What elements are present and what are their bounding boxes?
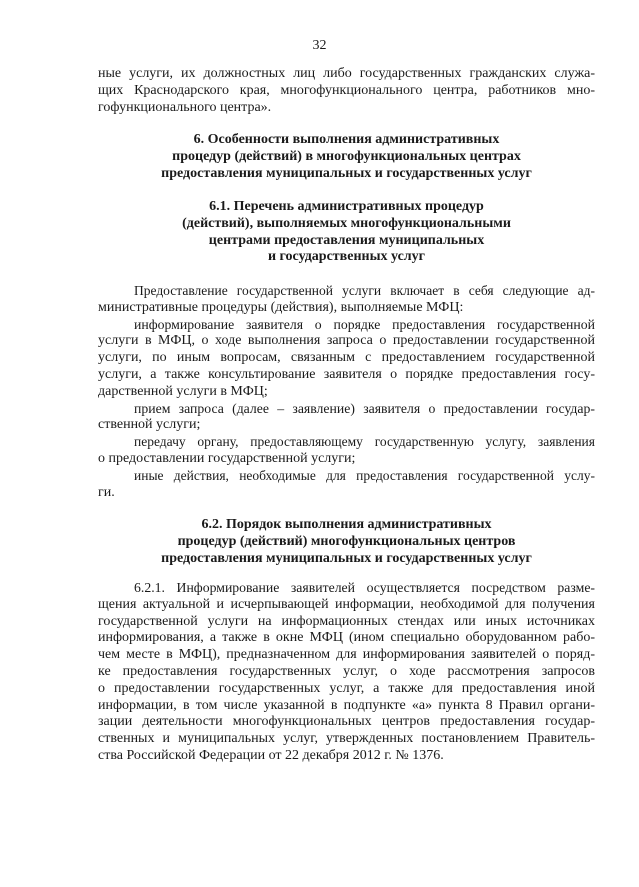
- text-line: о предоставлении государственных услуг, а также для предоставления иной: [98, 680, 595, 696]
- text-line: передачу органу, предоставляющему государственную услугу, заявления: [134, 434, 595, 450]
- section-6-2-body: [98, 580, 595, 765]
- text-line: щения актуальной и исчерпывающей информации, необходимой для получения: [98, 596, 595, 612]
- text-line: прием запроса (далее – заявление) заявителя о предоставлении государ-: [134, 400, 595, 416]
- text-line: услуги, по иным вопросам, связанным с предоставлением государственной: [98, 350, 595, 366]
- text-line: щих Краснодарского края, многофункционального центра, работников мно-: [98, 82, 595, 98]
- text-line: гофункционального центра».: [98, 99, 272, 115]
- text-line: ства Российской Федерации от 22 декабря 2012 г. № 1376.: [98, 747, 444, 763]
- section-6-1-heading: [98, 199, 595, 266]
- section-6-heading: [98, 132, 595, 182]
- text-line: информирования, а также в окне МФЦ (ином специально оборудованном рабо-: [98, 630, 595, 646]
- text-line: о предоставлении государственной услуги;: [98, 450, 356, 466]
- text-line: услуги в МФЦ, о ходе выполнения запроса о предоставлении государственной: [98, 333, 595, 349]
- heading-line: процедур (действий) в многофункциональных центрах: [172, 148, 521, 164]
- text-line: министративные процедуры (действия), выполняемые МФЦ:: [98, 299, 464, 315]
- heading-line: (действий), выполняемых многофункциональными: [182, 215, 511, 231]
- text-line: информирование заявителя о порядке предоставления государственной: [134, 316, 595, 332]
- text-line: ственной услуги;: [98, 417, 201, 433]
- text-line: услуги, а также консультирование заявителя о порядке предоставления госу-: [98, 366, 595, 382]
- heading-line: процедур (действий) многофункциональных центров: [177, 533, 516, 549]
- text-line: ственных и муниципальных услуг, утвержденных постановлением Правитель-: [98, 731, 595, 747]
- section-6-2-heading: [98, 517, 595, 567]
- heading-line: 6.1. Перечень административных процедур: [209, 199, 484, 214]
- heading-line: 6. Особенности выполнения административных: [193, 132, 500, 147]
- text-line: ке предоставления государственных услуг, о ходе рассмотрения запросов: [98, 663, 595, 679]
- heading-line: предоставления муниципальных и государственных услуг: [161, 550, 532, 566]
- text-line: 6.2.1. Информирование заявителей осуществляется посредством разме-: [134, 580, 595, 595]
- text-line: государственной услуги на информационных стендах или иных источниках: [98, 613, 595, 629]
- heading-line: центрами предоставления муниципальных: [208, 232, 485, 248]
- text-line: Предоставление государственной услуги включает в себя следующие ад-: [134, 283, 595, 298]
- page-number: 32: [312, 38, 327, 53]
- text-line: иные действия, необходимые для предоставления государственной услу-: [134, 467, 595, 483]
- text-line: зации деятельности многофункциональных центров предоставления государ-: [98, 714, 595, 730]
- text-line: ные услуги, их должностных лиц либо государственных гражданских служа-: [98, 66, 595, 81]
- section-6-1-body: [98, 283, 595, 501]
- intro-paragraph: [98, 66, 595, 116]
- text-line: дарственной услуги в МФЦ;: [98, 383, 268, 399]
- text-line: информации, в том числе указанной в подпункте «а» пункта 8 Правил органи-: [98, 697, 595, 713]
- heading-line: и государственных услуг: [267, 249, 425, 265]
- text-line: ги.: [98, 484, 115, 500]
- heading-line: 6.2. Порядок выполнения административных: [201, 517, 492, 532]
- text-line: чем месте в МФЦ), предназначенном для информирования заявителей о поряд-: [98, 647, 595, 663]
- heading-line: предоставления муниципальных и государственных услуг: [161, 165, 532, 181]
